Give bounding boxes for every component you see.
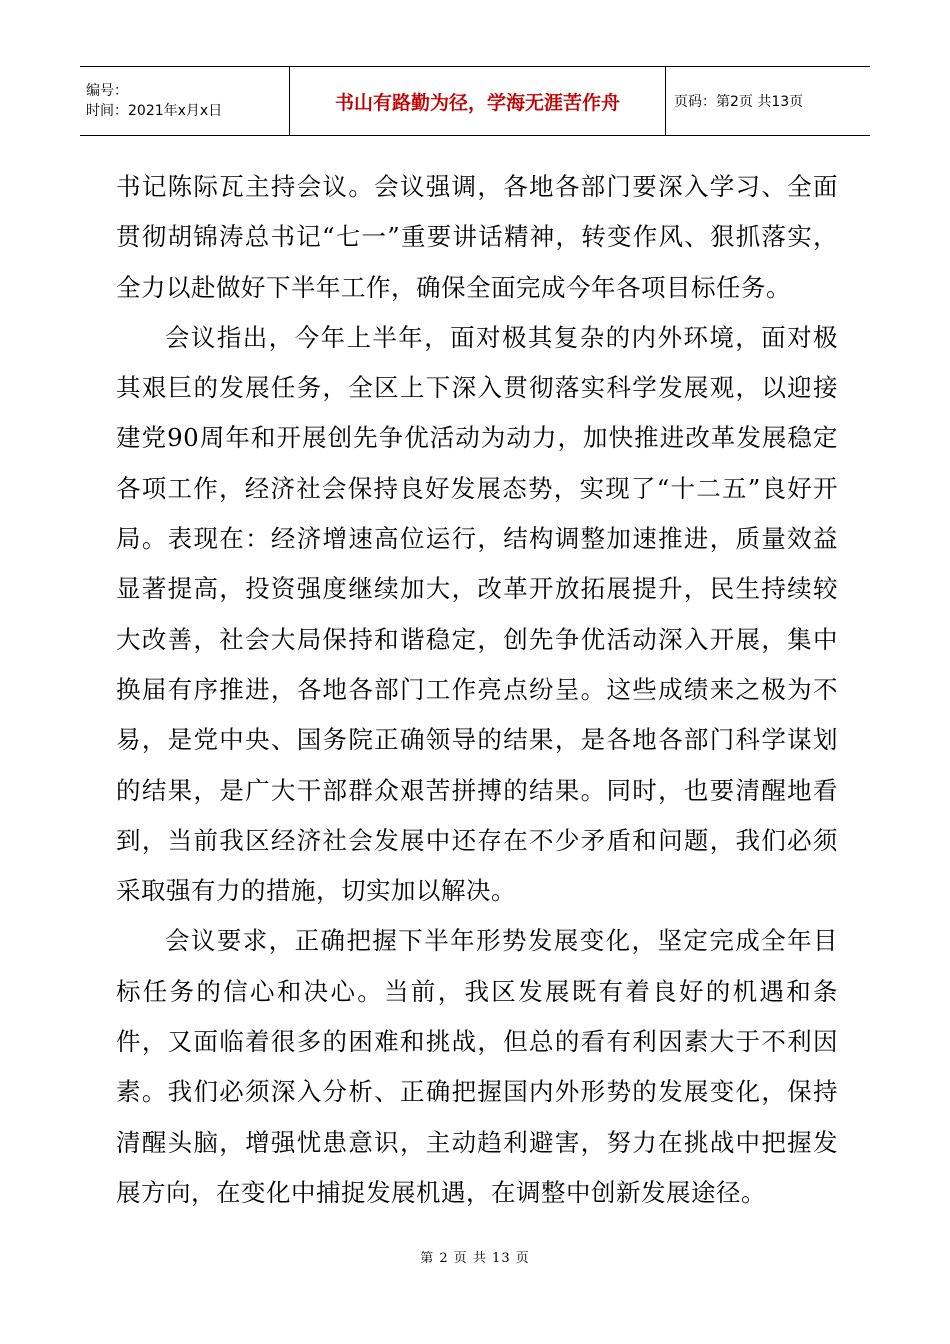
page-footer: 第 2 页 共 13 页 — [420, 1251, 530, 1266]
document-body — [116, 162, 838, 1218]
body-paragraph-1: 书记陈际瓦主持会议。会议强调，各地各部门要深入学习、全面贯彻胡锦涛总书记“七一”重要讲话精神，转变作风、狠抓落实，全力以赴做好下半年工作，确保全面完成今年各项目标任务。 — [116, 172, 838, 302]
body-paragraph-3: 会议要求，正确把握下半年形势发展变化，坚定完成全年目标任务的信心和决心。当前，我区发展既有着良好的机遇和条件，又面临着很多的困难和挑战，但总的看有利因素大于不利因素。我们必须深入分析、正确把握国内外形势的发展变化，保持清醒头脑，增强忧患意识，主动趋利避害，努力在挑战中把握发展方向，在变化中捕捉发展机遇，在调整中创新发展途径。 — [116, 926, 838, 1207]
document-header — [80, 66, 870, 136]
header-page-code: 页码：第2页 共13页 — [666, 67, 871, 136]
body-paragraph-2: 会议指出，今年上半年，面对极其复杂的内外环境，面对极其艰巨的发展任务，全区上下深入贯彻落实科学发展观，以迎接建党90周年和开展创先争优活动为动力，加快推进改革发展稳定各项工作，经济社会保持良好发展态势，实现了“十二五”良好开局。表现在：经济增速高位运行，结构调整加速推进，质量效益显著提高，投资强度继续加大，改革开放拓展提升，民生持续较大改善，社会大局保持和谐稳定，创先争优活动深入开展，集中换届有序推进，各地各部门工作亮点纷呈。这些成绩来之极为不易，是党中央、国务院正确领导的结果，是各地各部门科学谋划的结果，是广大干部群众艰苦拼搏的结果。同时，也要清醒地看到，当前我区经济社会发展中还存在不少矛盾和问题，我们必须采取强有力的措施，切实加以解决。 — [116, 322, 838, 906]
document-number-label: 编号： — [86, 83, 128, 99]
document-time-label: 时间：2021年x月x日 — [86, 103, 223, 119]
header-meta — [80, 67, 290, 136]
header-motto: 书山有路勤为径，学海无涯苦作舟 — [290, 67, 666, 136]
